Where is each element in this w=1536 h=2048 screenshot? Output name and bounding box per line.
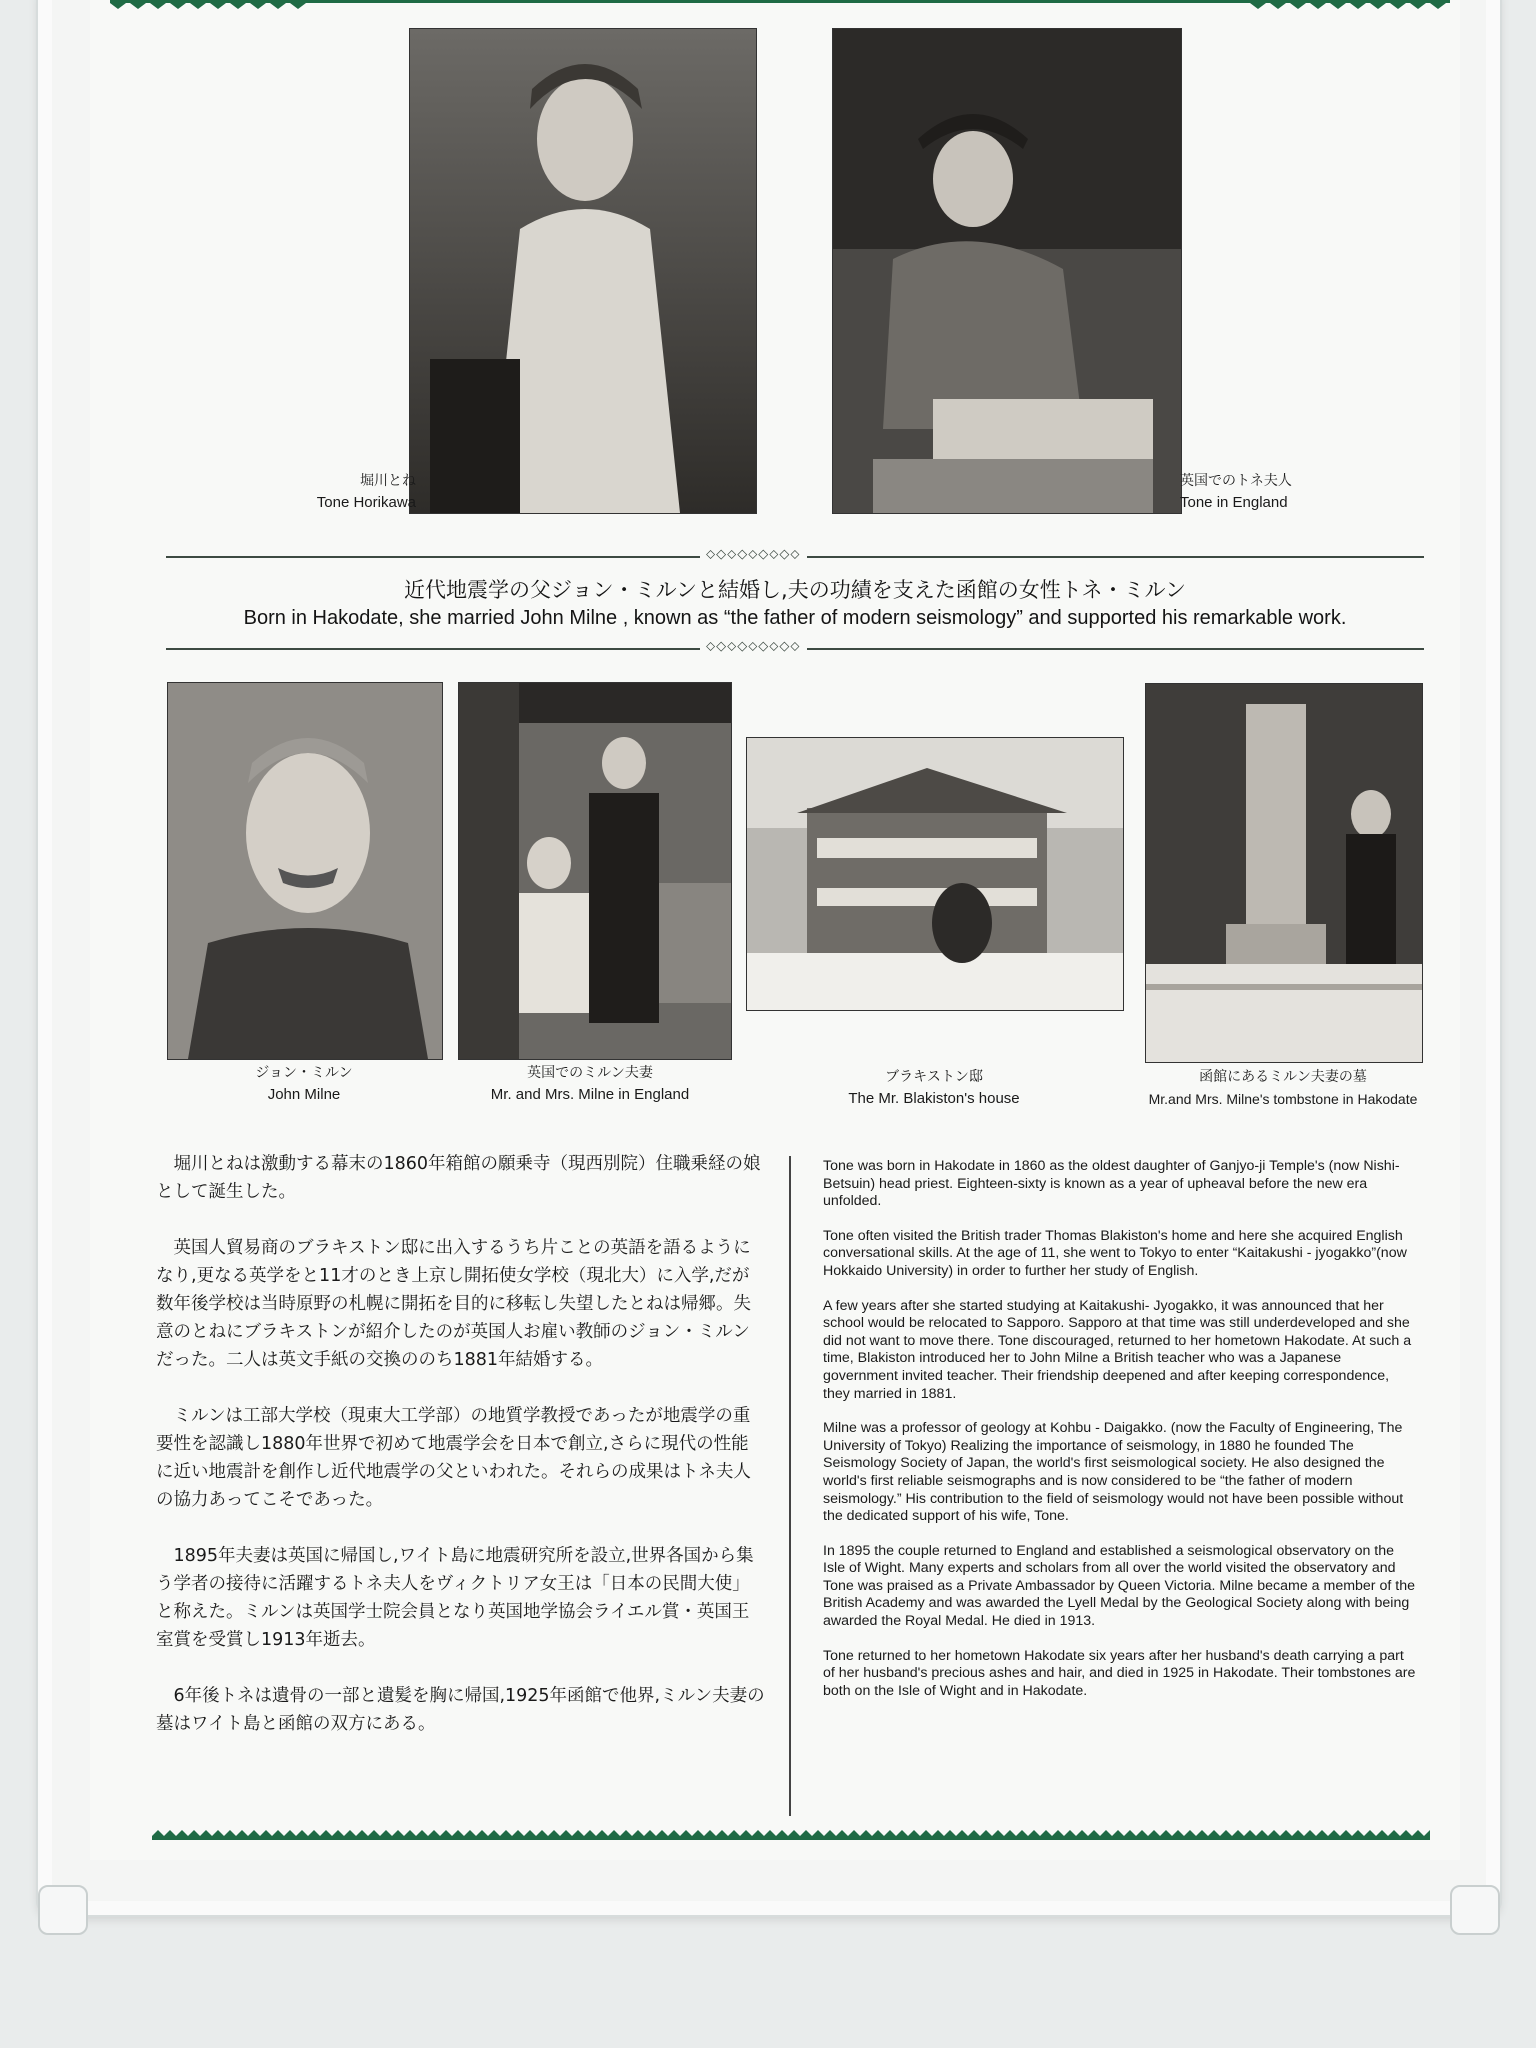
bottom-border-ornament: [152, 1830, 1430, 1840]
border-triangle: [980, 1830, 992, 1836]
caption-tone-in-england: [1180, 470, 1340, 514]
border-triangle: [188, 1830, 200, 1836]
top-border-ornament: [110, 0, 1450, 10]
border-triangle: [428, 1830, 440, 1836]
border-triangle: [152, 1830, 164, 1836]
border-triangle: [1040, 1830, 1052, 1836]
border-triangle: [1208, 1830, 1220, 1836]
border-triangle: [440, 1830, 452, 1836]
photo-tone-horikawa: [409, 28, 757, 514]
border-triangle: [908, 1830, 920, 1836]
border-triangle: [860, 1830, 872, 1836]
frame-corner-bottom-left: [38, 1885, 88, 1935]
border-triangle: [452, 1830, 464, 1836]
photo-john-milne: [167, 682, 443, 1060]
jp-paragraph: 堀川とねは激動する幕末の1860年箱館の願乗寺（現西別院）住職乗経の娘として誕生した。: [156, 1154, 761, 1202]
border-triangle: [1232, 1830, 1244, 1836]
border-triangle: [764, 1830, 776, 1836]
border-triangle: [500, 1830, 512, 1836]
border-triangle: [872, 1830, 884, 1836]
border-triangle: [1172, 1830, 1184, 1836]
border-triangle: [200, 1830, 212, 1836]
photo-tone-in-england: [832, 28, 1182, 514]
border-triangle: [248, 1830, 260, 1836]
caption-en: John Milne: [267, 1086, 341, 1103]
border-triangle: [308, 1830, 320, 1836]
border-triangle: [956, 1830, 968, 1836]
caption-jp: 英国でのミルン夫妻: [527, 1065, 653, 1081]
title-ornament-bottom: ⬦◇⬦◇⬦◇⬦◇⬦: [700, 639, 807, 654]
border-triangle: [752, 1830, 764, 1836]
caption-en: Tone Horikawa: [316, 494, 416, 511]
caption-jp: 函館にあるミルン夫妻の墓: [1199, 1069, 1367, 1085]
en-paragraph: A few years after she started studying at Kaitakushi- Jyogakko, it was announced that her school would be relocated to Sapporo. Sapporo at that time was still underdeveloped and she did not want to move there. Tone discouraged, returned to her hometown Hakodate. At such a time, Blakiston introduced her to John Milne a British teacher who was a Japanese government invited teacher. Their friendship deepened and after keeping correspondence, they married in 1881.: [823, 1297, 1412, 1402]
border-triangle: [1100, 1830, 1112, 1836]
jp-paragraph: 6年後トネは遺骨の一部と遺髪を胸に帰国,1925年函館で他界,ミルン夫妻の墓はワイト島と函館の双方にある。: [156, 1686, 765, 1734]
border-triangle: [1352, 1830, 1364, 1836]
border-triangle: [1184, 1830, 1196, 1836]
border-triangle: [1244, 1830, 1256, 1836]
caption-blakiston-house: [746, 1066, 1122, 1110]
title-ornament-top: ⬦◇⬦◇⬦◇⬦◇⬦: [700, 547, 807, 562]
border-triangle: [1400, 1830, 1412, 1836]
border-triangle: [680, 1830, 692, 1836]
border-triangle: [824, 1830, 836, 1836]
border-triangle: [1124, 1830, 1136, 1836]
border-triangle: [236, 1830, 248, 1836]
photo-milnes-in-england: [458, 682, 732, 1060]
border-triangle: [944, 1830, 956, 1836]
border-triangle: [260, 1830, 272, 1836]
border-triangle: [1136, 1830, 1148, 1836]
border-triangle: [1064, 1830, 1076, 1836]
border-triangle: [632, 1830, 644, 1836]
border-triangle: [584, 1830, 596, 1836]
border-triangle: [512, 1830, 524, 1836]
border-triangle: [284, 1830, 296, 1836]
jp-paragraph: ミルンは工部大学校（現東大工学部）の地質学教授であったが地震学の重要性を認識し1880年世界で初めて地震学会を日本で創立,さらに現代の性能に近い地震計を創作し近代地震学の父といわれた。それらの成果はトネ夫人の協力あってこそであった。: [156, 1406, 751, 1510]
border-triangle: [392, 1830, 404, 1836]
border-triangle: [1280, 1830, 1292, 1836]
border-triangle: [1076, 1830, 1088, 1836]
japanese-body: [156, 1150, 766, 1766]
border-triangle: [332, 1830, 344, 1836]
border-triangle: [1424, 1830, 1430, 1836]
border-triangle: [1220, 1830, 1232, 1836]
border-triangle: [1316, 1830, 1328, 1836]
border-triangle: [356, 1830, 368, 1836]
title-japanese: 近代地震学の父ジョン・ミルンと結婚し,夫の功績を支えた函館の女性トネ・ミルン: [404, 578, 1186, 602]
border-triangle: [896, 1830, 908, 1836]
border-triangle: [1388, 1830, 1400, 1836]
border-triangle: [572, 1830, 584, 1836]
jp-paragraph: 英国人貿易商のブラキストン邸に出入するうち片ことの英語を語るようになり,更なる英学をと11才のとき上京し開拓使女学校（現北大）に入学,だが数年後学校は当時原野の札幌に開拓を目的に移転し失望したとねは帰郷。失意のとねにブラキストンが紹介したのが英国人お雇い教師のジョン・ミルンだった。二人は英文手紙の交換ののち1881年結婚する。: [156, 1238, 751, 1370]
border-triangle: [596, 1830, 608, 1836]
column-divider: [789, 1156, 791, 1816]
border-triangle: [296, 1830, 308, 1836]
caption-tombstone: [1120, 1066, 1446, 1110]
border-triangle: [476, 1830, 488, 1836]
photo-blakiston-house: [746, 737, 1124, 1011]
border-triangle: [464, 1830, 476, 1836]
frame-corner-bottom-right: [1450, 1885, 1500, 1935]
border-triangle: [656, 1830, 668, 1836]
border-triangle: [488, 1830, 500, 1836]
border-triangle: [800, 1830, 812, 1836]
border-triangle: [992, 1830, 1004, 1836]
border-triangle: [920, 1830, 932, 1836]
border-triangle: [848, 1830, 860, 1836]
border-triangle: [668, 1830, 680, 1836]
border-triangle: [728, 1830, 740, 1836]
border-triangle: [692, 1830, 704, 1836]
border-triangle: [1160, 1830, 1172, 1836]
border-triangle: [1268, 1830, 1280, 1836]
border-triangle: [1052, 1830, 1064, 1836]
caption-tone-horikawa: [256, 470, 416, 514]
border-triangle: [224, 1830, 236, 1836]
border-triangle: [560, 1830, 572, 1836]
border-triangle: [164, 1830, 176, 1836]
border-triangle: [620, 1830, 632, 1836]
border-triangle: [968, 1830, 980, 1836]
border-triangle: [716, 1830, 728, 1836]
border-triangle: [740, 1830, 752, 1836]
border-triangle: [320, 1830, 332, 1836]
border-triangle: [1304, 1830, 1316, 1836]
border-triangle: [536, 1830, 548, 1836]
border-triangle: [524, 1830, 536, 1836]
border-triangle: [836, 1830, 848, 1836]
border-triangle: [644, 1830, 656, 1836]
en-paragraph: Tone often visited the British trader Thomas Blakiston's home and here she acquired English conversational skills. At the age of 11, she went to Tokyo to enter “Kaitakushi - jyogakko”(now Hokkaido University) in order to further her study of English.: [823, 1227, 1407, 1279]
border-triangle: [1256, 1830, 1268, 1836]
border-triangle: [812, 1830, 824, 1836]
border-triangle: [1364, 1830, 1376, 1836]
caption-jp: 堀川とね: [360, 473, 416, 489]
border-triangle: [212, 1830, 224, 1836]
border-triangle: [1328, 1830, 1340, 1836]
border-triangle: [176, 1830, 188, 1836]
caption-john-milne: [167, 1062, 441, 1106]
caption-jp: ブラキストン邸: [885, 1069, 983, 1085]
border-triangle: [788, 1830, 800, 1836]
photo-tombstone: [1145, 683, 1423, 1063]
border-triangle: [380, 1830, 392, 1836]
border-triangle: [932, 1830, 944, 1836]
en-paragraph: Tone was born in Hakodate in 1860 as the oldest daughter of Ganjyo-ji Temple's (now Nishi-Betsuin) head priest. Eighteen-sixty is known as a year of upheaval before the new era unfolded.: [823, 1158, 1400, 1210]
border-triangle: [1340, 1830, 1352, 1836]
jp-paragraph: 1895年夫妻は英国に帰国し,ワイト島に地震研究所を設立,世界各国から集う学者の接待に活躍するトネ夫人をヴィクトリア女王は「日本の民間大使」と称えた。ミルンは英国学士院会員となり英国地学協会ライエル賞・英国王室賞を受賞し1913年逝去。: [156, 1546, 754, 1650]
english-body: [823, 1158, 1419, 1717]
border-triangle: [608, 1830, 620, 1836]
border-triangle: [776, 1830, 788, 1836]
caption-jp: 英国でのトネ夫人: [1180, 473, 1292, 489]
caption-milnes-in-england: [440, 1062, 740, 1106]
caption-en: Tone in England: [1180, 494, 1288, 511]
en-paragraph: Tone returned to her hometown Hakodate six years after her husband's death carrying a part of her husband's precious ashes and hair, and died in 1925 in Hakodate. Their tombstones are both on the Isle of Wight and in Hakodate.: [823, 1647, 1416, 1699]
border-triangle: [1016, 1830, 1028, 1836]
border-triangle: [1004, 1830, 1016, 1836]
border-triangle: [1148, 1830, 1160, 1836]
caption-en: Mr. and Mrs. Milne in England: [490, 1086, 690, 1103]
border-triangle: [1028, 1830, 1040, 1836]
en-paragraph: In 1895 the couple returned to England and established a seismological observatory on the Isle of Wight. Many experts and scholars from all over the world visited the observatory and Tone was praised as a Private Ambassador by Queen Victoria. Milne became a member of the British Academy and was awarded the Lyell Medal by the Geological Society along with being awarded the Royal Medal. He died in 1913.: [823, 1542, 1415, 1630]
border-triangle: [884, 1830, 896, 1836]
border-triangle: [1376, 1830, 1388, 1836]
border-triangle: [1196, 1830, 1208, 1836]
border-triangle: [368, 1830, 380, 1836]
border-triangle: [548, 1830, 560, 1836]
border-triangle: [1292, 1830, 1304, 1836]
en-paragraph: Milne was a professor of geology at Kohbu - Daigakko. (now the Faculty of Engineering, The University of Tokyo) Realizing the importance of seismology, in 1880 he founded The Seismology Society of Japan, the world's first seismological society. He also designed the world's first reliable seismographs and is now considered to be “the father of modern seismology.” His contribution to the field of seismology would not have been possible without the dedicated support of his wife, Tone.: [823, 1420, 1404, 1525]
border-triangle: [1088, 1830, 1100, 1836]
caption-en: The Mr. Blakiston's house: [848, 1090, 1020, 1107]
caption-en: Mr.and Mrs. Milne's tombstone in Hakodate: [1148, 1091, 1418, 1107]
border-triangle: [404, 1830, 416, 1836]
border-triangle: [344, 1830, 356, 1836]
border-triangle: [416, 1830, 428, 1836]
border-triangle: [1112, 1830, 1124, 1836]
title-english: Born in Hakodate, she married John Milne , known as “the father of modern seismology” and supported his remarkable work.: [243, 607, 1347, 629]
border-triangle: [1412, 1830, 1424, 1836]
caption-jp: ジョン・ミルン: [255, 1065, 353, 1081]
border-triangle: [704, 1830, 716, 1836]
border-triangle: [272, 1830, 284, 1836]
